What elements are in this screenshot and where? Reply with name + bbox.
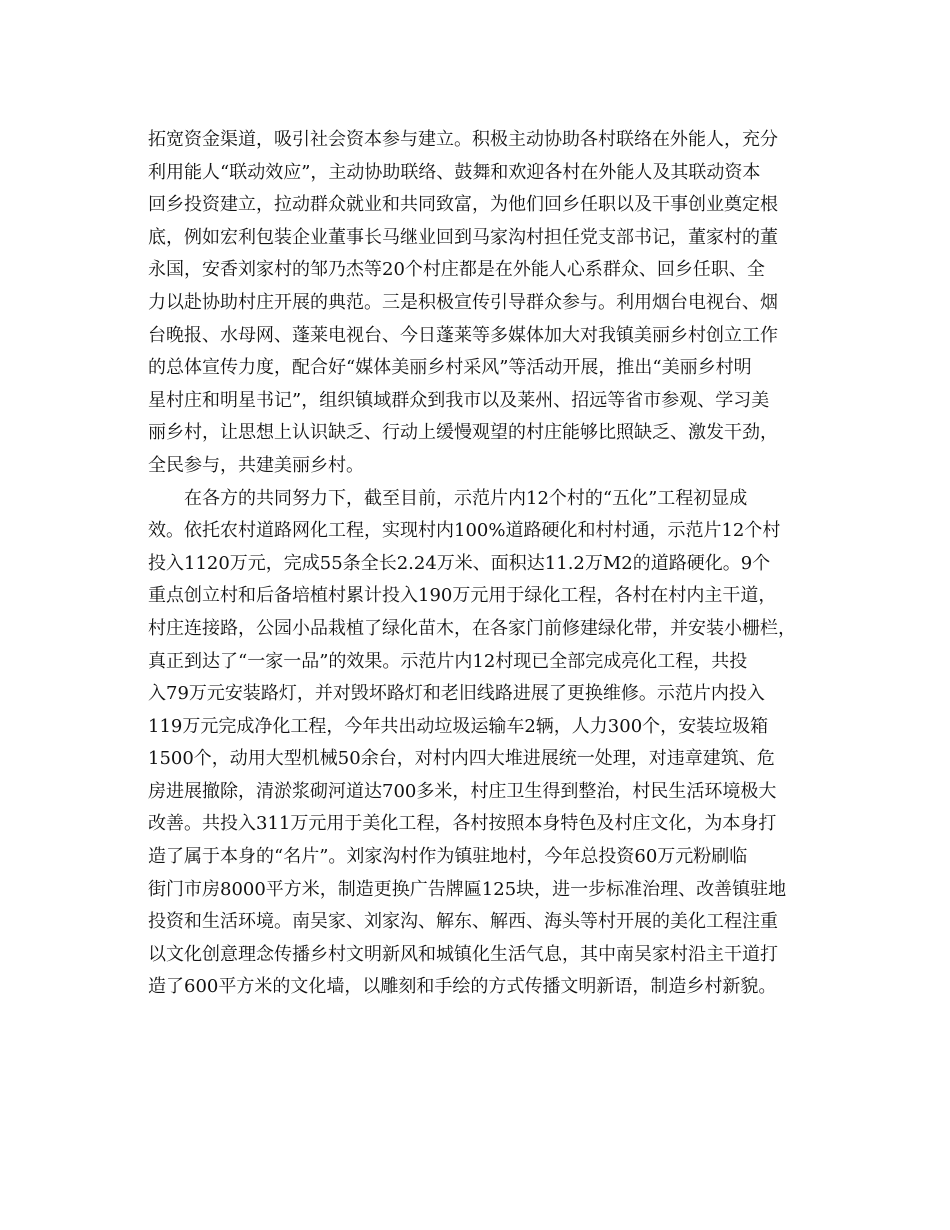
text-line: 以文化创意理念传播乡村文明新风和城镇化生活气息，其中南吴家村沿主干道打 [148,943,778,965]
text-line: 丽乡村，让思想上认识缺乏、行动上缓慢观望的村庄能够比照缺乏、激发干劲， [148,422,778,444]
text-line: 改善。共投入311万元用于美化工程，各村按照本身特色及村庄文化，为本身打 [148,813,777,835]
body-text [148,124,808,1004]
text-line: 全民参与，共建美丽乡村。 [148,454,364,476]
text-line: 拓宽资金渠道，吸引社会资本参与建立。积极主动协助各村联络在外能人，充分 [148,129,778,150]
text-line: 街门市房8000平方米，制造更换广告牌匾125块，进一步标准治理、改善镇驻地 [148,878,787,900]
text-line: 的总体宣传力度，配合好“媒体美丽乡村采风”等活动开展，推出“美丽乡村明 [148,357,752,379]
text-line: 真正到达了“一家一品”的效果。示范片内12村现已全部完成亮化工程，共投 [148,650,748,672]
text-line: 星村庄和明星书记”，组织镇域群众到我市以及莱州、招远等省市参观、学习美 [148,389,770,411]
text-line: 投入1120万元，完成55条全长2.24万米、面积达11.2万M2的道路硬化。9个 [148,552,771,574]
text-line: 村庄连接路，公园小品栽植了绿化苗木，在各家门前修建绿化带，并安装小栅栏， [148,617,796,639]
text-line: 119万元完成净化工程，今年共出动垃圾运输车2辆，人力300个，安装垃圾箱 [148,715,769,737]
paragraph-first-line: 在各方的共同努力下，截至目前，示范片内12个村的“五化”工程初显成 [184,487,748,509]
text-line: 房进展撤除，清淤浆砌河道达700多米，村庄卫生得到整治，村民生活环境极大 [148,780,777,802]
text-line: 造了属于本身的“名片”。刘家沟村作为镇驻地村，今年总投资60万元粉刷临 [148,846,748,868]
text-line: 重点创立村和后备培植村累计投入190万元用于绿化工程，各村在村内主干道， [148,585,777,607]
text-line: 入79万元安装路灯，并对毁坏路灯和老旧线路进展了更换维修。示范片内投入 [148,683,765,705]
text-line: 1500个，动用大型机械50余台，对村内四大堆进展统一处理，对违章建筑、危 [148,748,775,770]
text-line: 台晚报、水母网、蓬莱电视台、今日蓬莱等多媒体加大对我镇美丽乡村创立工作 [148,324,778,346]
text-line: 利用能人“联动效应”，主动协助联络、鼓舞和欢迎各村在外能人及其联动资本 [148,161,761,183]
text-line: 永国，安香刘家村的邹乃杰等20个村庄都是在外能人心系群众、回乡任职、全 [148,259,765,281]
text-line: 回乡投资建立，拉动群众就业和共同致富，为他们回乡任职以及干事创业奠定根 [148,194,778,216]
text-line: 造了600平方米的文化墙，以雕刻和手绘的方式传播文明新语，制造乡村新貌。 [148,976,777,998]
text-line: 底，例如宏利包装企业董事长马继业回到马家沟村担任党支部书记，董家村的董 [148,226,778,248]
text-line: 力以赴协助村庄开展的典范。三是积极宣传引导群众参与。利用烟台电视台、烟 [148,291,778,313]
text-line: 投资和生活环境。南吴家、刘家沟、解东、解西、海头等村开展的美化工程注重 [148,911,778,933]
text-line: 效。依托农村道路网化工程，实现村内100%道路硬化和村村通，示范片12个村 [148,520,781,542]
